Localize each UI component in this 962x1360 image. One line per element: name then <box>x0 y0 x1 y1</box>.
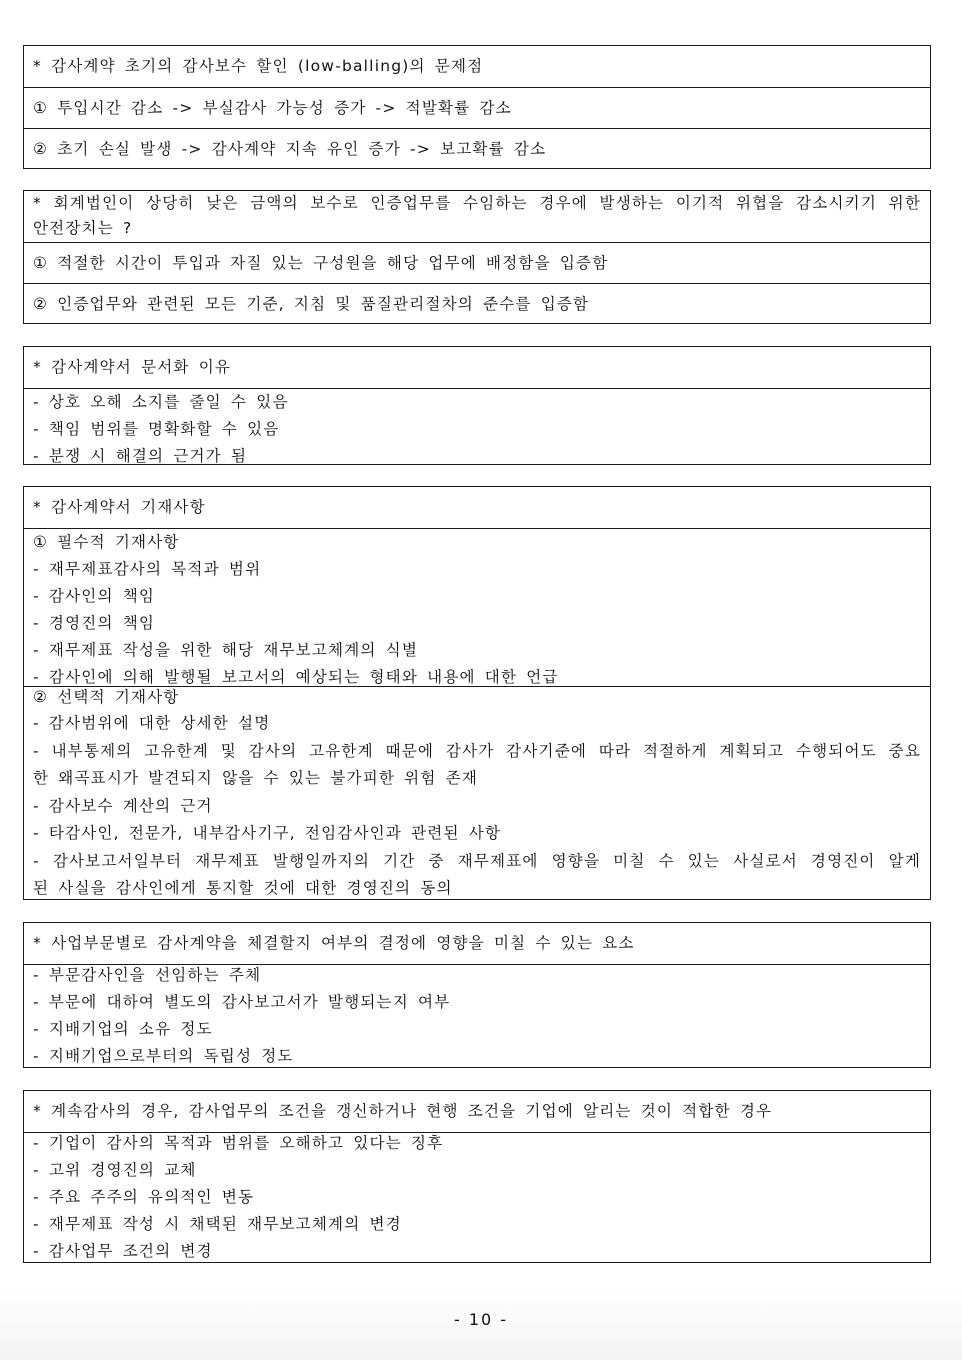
lowballing-problems-table <box>23 45 931 169</box>
table-row: ② 초기 손실 발생 -> 감사계약 지속 유인 증가 -> 보고확률 감소 <box>24 128 930 169</box>
list-item-continuation: 한 왜곡표시가 발견되지 않을 수 있는 불가피한 위험 존재 <box>33 769 478 787</box>
list-item: - 감사보고서일부터 재무제표 발행일까지의 기간 중 재무제표에 영향을 미칠 수 있는 사실로서 경영진이 알게 <box>33 851 921 870</box>
contract-documentation-reasons-table <box>23 346 931 465</box>
header-line: 안전장치는 ? <box>33 219 133 237</box>
optional-items-block <box>24 686 930 903</box>
list-item: - 재무제표 작성을 위한 해당 재무보고체계의 식별 <box>33 641 419 659</box>
list-item: - 고위 경영진의 교체 <box>33 1161 197 1179</box>
list-item-continuation: 된 사실을 감사인에게 통지할 것에 대한 경영진의 동의 <box>33 879 453 897</box>
contract-items-table <box>23 486 931 900</box>
list-item: - 분쟁 시 해결의 근거가 됨 <box>33 447 248 465</box>
table-row: ① 투입시간 감소 -> 부실감사 가능성 증가 -> 적발확률 감소 <box>24 87 930 128</box>
segment-audit-factors-table <box>23 922 931 1068</box>
header-line: * 회계법인이 상당히 낮은 금액의 보수로 인증업무를 수임하는 경우에 발생하는 이기적 위협을 감소시키기 위한 <box>33 194 921 212</box>
list-item: - 주요 주주의 유의적인 변동 <box>33 1188 255 1206</box>
list-item: - 부문에 대하여 별도의 감사보고서가 발행되는지 여부 <box>33 993 451 1011</box>
required-items-heading: ① 필수적 기재사항 <box>33 533 180 551</box>
list-item: - 감사보수 계산의 근거 <box>33 796 213 815</box>
page-number: - 10 - <box>453 1310 509 1329</box>
list-item: - 지배기업의 소유 정도 <box>33 1020 213 1038</box>
table-body <box>24 1132 930 1265</box>
table-header: * 사업부문별로 감사계약을 체결할지 여부의 결정에 영향을 미칠 수 있는 요소 <box>33 934 635 952</box>
table-row: ① 적절한 시간이 투입과 자질 있는 구성원을 해당 업무에 배정함을 입증함 <box>24 242 930 283</box>
list-item: - 내부통제의 고유한계 및 감사의 고유한계 때문에 감사가 감사기준에 따라 적절하게 계획되고 수행되어도 중요 <box>33 741 921 760</box>
optional-items-heading: ② 선택적 기재사항 <box>33 688 180 706</box>
table-header: * 감사계약 초기의 감사보수 할인 (low-balling)의 문제점 <box>33 57 484 75</box>
list-item: - 지배기업으로부터의 독립성 정도 <box>33 1047 294 1065</box>
safeguards-table <box>23 190 931 324</box>
list-item: - 책임 범위를 명확화할 수 있음 <box>33 420 280 438</box>
list-item: - 상호 오해 소지를 줄일 수 있음 <box>33 393 289 411</box>
list-item: - 재무제표감사의 목적과 범위 <box>33 560 262 578</box>
list-item: - 감사인에 의해 발행될 보고서의 예상되는 형태와 내용에 대한 언급 <box>33 668 559 686</box>
list-item: - 감사범위에 대한 상세한 설명 <box>33 714 271 732</box>
table-header <box>24 191 930 242</box>
list-item: - 기업이 감사의 목적과 범위를 오해하고 있다는 징후 <box>33 1134 444 1152</box>
table-row: ② 인증업무와 관련된 모든 기준, 지침 및 품질관리절차의 준수를 입증함 <box>24 283 930 324</box>
list-item: - 부문감사인을 선임하는 주체 <box>33 966 262 984</box>
list-item: - 감사업무 조건의 변경 <box>33 1242 213 1260</box>
table-body <box>24 388 930 470</box>
recurring-audit-terms-table <box>23 1090 931 1263</box>
table-header: * 감사계약서 기재사항 <box>33 498 206 516</box>
required-items-block <box>24 528 930 686</box>
table-body <box>24 964 930 1070</box>
list-item: - 경영진의 책임 <box>33 614 156 632</box>
table-header: * 계속감사의 경우, 감사업무의 조건을 갱신하거나 현행 조건을 기업에 알리는 것이 적합한 경우 <box>33 1102 773 1120</box>
table-header: * 감사계약서 문서화 이유 <box>33 358 232 376</box>
list-item: - 타감사인, 전문가, 내부감사기구, 전임감사인과 관련된 사항 <box>33 824 502 842</box>
list-item: - 재무제표 작성 시 채택된 재무보고체계의 변경 <box>33 1215 402 1233</box>
list-item: - 감사인의 책임 <box>33 587 156 605</box>
